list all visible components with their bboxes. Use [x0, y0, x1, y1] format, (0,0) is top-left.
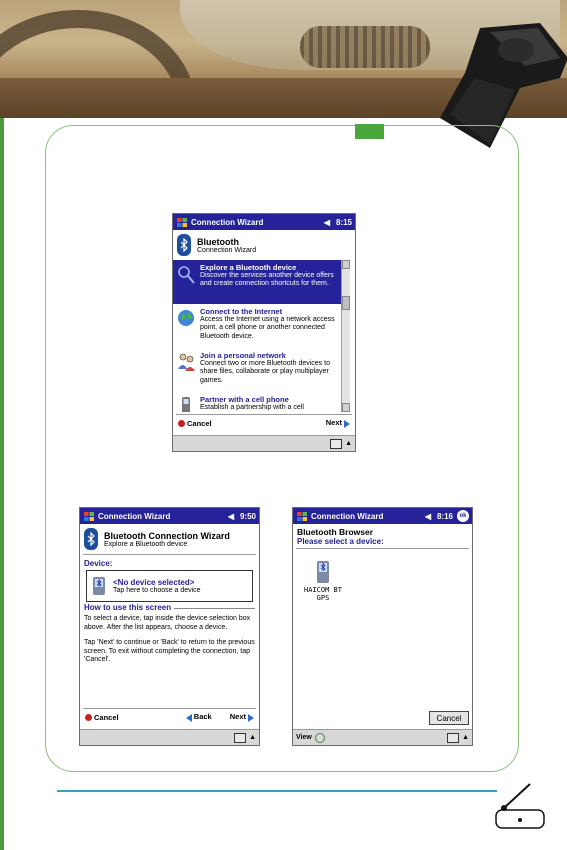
bluetooth-icon: [84, 528, 98, 550]
speaker-icon[interactable]: ◀︎: [227, 511, 234, 521]
gps-antenna-icon: [490, 780, 548, 830]
next-button[interactable]: [230, 712, 254, 721]
device-selection-box[interactable]: [86, 570, 253, 602]
browser-title: Bluetooth Browser: [297, 527, 374, 537]
list-item-phone[interactable]: [173, 392, 341, 412]
sip-bar: [173, 435, 355, 451]
cancel-button[interactable]: [85, 713, 119, 722]
next-arrow-icon: [344, 420, 350, 428]
keyboard-icon[interactable]: [330, 439, 342, 449]
cancel-icon: [85, 714, 92, 721]
gps-device-icon: [313, 560, 333, 584]
app-title: Connection Wizard: [311, 511, 384, 521]
item-desc: Discover the services another device offers and create connection shortcuts for them.: [200, 272, 334, 288]
next-button[interactable]: [326, 418, 350, 427]
device-name: HAICOM BT GPS: [304, 586, 342, 602]
sip-arrow-icon[interactable]: ▲: [462, 734, 469, 741]
app-title: Connection Wizard: [98, 511, 171, 521]
howto-section: [84, 603, 255, 618]
item-desc: Establish a partnership with a cell: [200, 404, 304, 411]
sip-arrow-icon[interactable]: ▲: [249, 734, 256, 741]
footer-rule: [57, 790, 497, 792]
item-title: Connect to the Internet: [200, 307, 283, 316]
cancel-icon: [178, 420, 185, 427]
windows-flag-icon[interactable]: [296, 511, 308, 522]
divider: [176, 414, 352, 415]
screenshot-bluetooth-wizard: [172, 213, 356, 452]
howto-paragraph-1: To select a device, tap inside the device selection box above. After the list appears, choose a device.: [84, 615, 251, 631]
command-bar: [80, 710, 259, 724]
view-menu[interactable]: View: [296, 734, 312, 741]
next-label: Next: [229, 712, 246, 722]
screenshot-bluetooth-browser: [292, 507, 473, 746]
scroll-down-icon[interactable]: [342, 403, 350, 412]
cancel-button[interactable]: [178, 419, 212, 428]
command-bar: [173, 416, 355, 430]
sip-bar: [80, 729, 259, 745]
howto-title: How to use this screen: [84, 603, 174, 612]
title-bar: [173, 214, 355, 230]
scroll-thumb[interactable]: [342, 296, 350, 310]
item-title: Join a personal network: [200, 351, 286, 360]
title-bar: [293, 508, 472, 524]
device-icon: [91, 576, 107, 596]
item-title: Partner with a cell phone: [200, 395, 289, 404]
clock[interactable]: 8:16: [436, 511, 453, 521]
cell-phone-icon: [176, 395, 196, 412]
keyboard-icon[interactable]: [447, 733, 459, 743]
explore-device-icon: [176, 263, 196, 285]
back-button[interactable]: [186, 712, 212, 721]
sip-arrow-icon[interactable]: ▲: [345, 440, 352, 447]
windows-flag-icon[interactable]: [176, 217, 188, 228]
scroll-up-icon[interactable]: [342, 260, 350, 269]
cancel-button[interactable]: Cancel: [429, 711, 469, 725]
back-arrow-icon: [186, 714, 192, 722]
next-arrow-icon: [248, 714, 254, 722]
option-list: [173, 260, 341, 412]
header-subtitle: Explore a Bluetooth device: [104, 540, 188, 548]
sip-bar: [293, 729, 472, 745]
list-item-network[interactable]: [173, 348, 341, 392]
air-vent: [300, 26, 430, 68]
item-desc: Connect two or more Bluetooth devices to share files, collaborate or play multiplayer games.: [200, 360, 330, 384]
wizard-header: [80, 524, 259, 554]
app-title: Connection Wizard: [191, 217, 264, 227]
speaker-icon[interactable]: ◀︎: [424, 511, 431, 521]
ok-button[interactable]: ok: [457, 510, 469, 522]
people-network-icon: [176, 351, 196, 373]
header-title: Bluetooth Connection Wizard: [104, 530, 230, 541]
list-item-explore[interactable]: [173, 260, 341, 304]
list-item-internet[interactable]: [173, 304, 341, 348]
title-bar: [80, 508, 259, 524]
accent-tab: [355, 124, 384, 139]
device-hint: Tap here to choose a device: [113, 587, 201, 594]
bluetooth-icon: [177, 234, 191, 256]
cancel-label: Cancel: [187, 418, 212, 428]
cancel-label: Cancel: [94, 712, 119, 722]
refresh-icon[interactable]: [315, 733, 325, 743]
device-value: <No device selected>: [113, 578, 195, 587]
clock[interactable]: 9:50: [239, 511, 256, 521]
speaker-icon[interactable]: ◀︎: [323, 217, 330, 227]
divider: [83, 708, 256, 709]
device-tile[interactable]: [299, 560, 347, 602]
vertical-scrollbar[interactable]: [341, 260, 350, 412]
device-label: Device:: [84, 559, 113, 568]
divider: [296, 548, 469, 549]
howto-paragraph-2: Tap 'Next' to continue or 'Back' to return to the previous screen. To exit without completing the connection, tap 'Cancel'.: [84, 639, 255, 664]
item-desc: Access the Internet using a network access point, a cell phone or another connected Bluetooth device.: [200, 316, 335, 340]
wizard-header: [173, 230, 355, 260]
item-title: Explore a Bluetooth device: [200, 263, 297, 272]
left-rule: [0, 118, 4, 850]
next-label: Next: [325, 418, 342, 428]
screenshot-explore-device: [79, 507, 260, 746]
globe-icon: [176, 307, 196, 329]
back-label: Back: [193, 712, 212, 722]
header-title: Bluetooth: [197, 236, 239, 247]
clock[interactable]: 8:15: [335, 217, 352, 227]
windows-flag-icon[interactable]: [83, 511, 95, 522]
keyboard-icon[interactable]: [234, 733, 246, 743]
header-subtitle: Connection Wizard: [197, 246, 257, 254]
divider: [83, 554, 256, 555]
browser-header: [293, 524, 472, 546]
browser-prompt: Please select a device:: [297, 537, 384, 546]
